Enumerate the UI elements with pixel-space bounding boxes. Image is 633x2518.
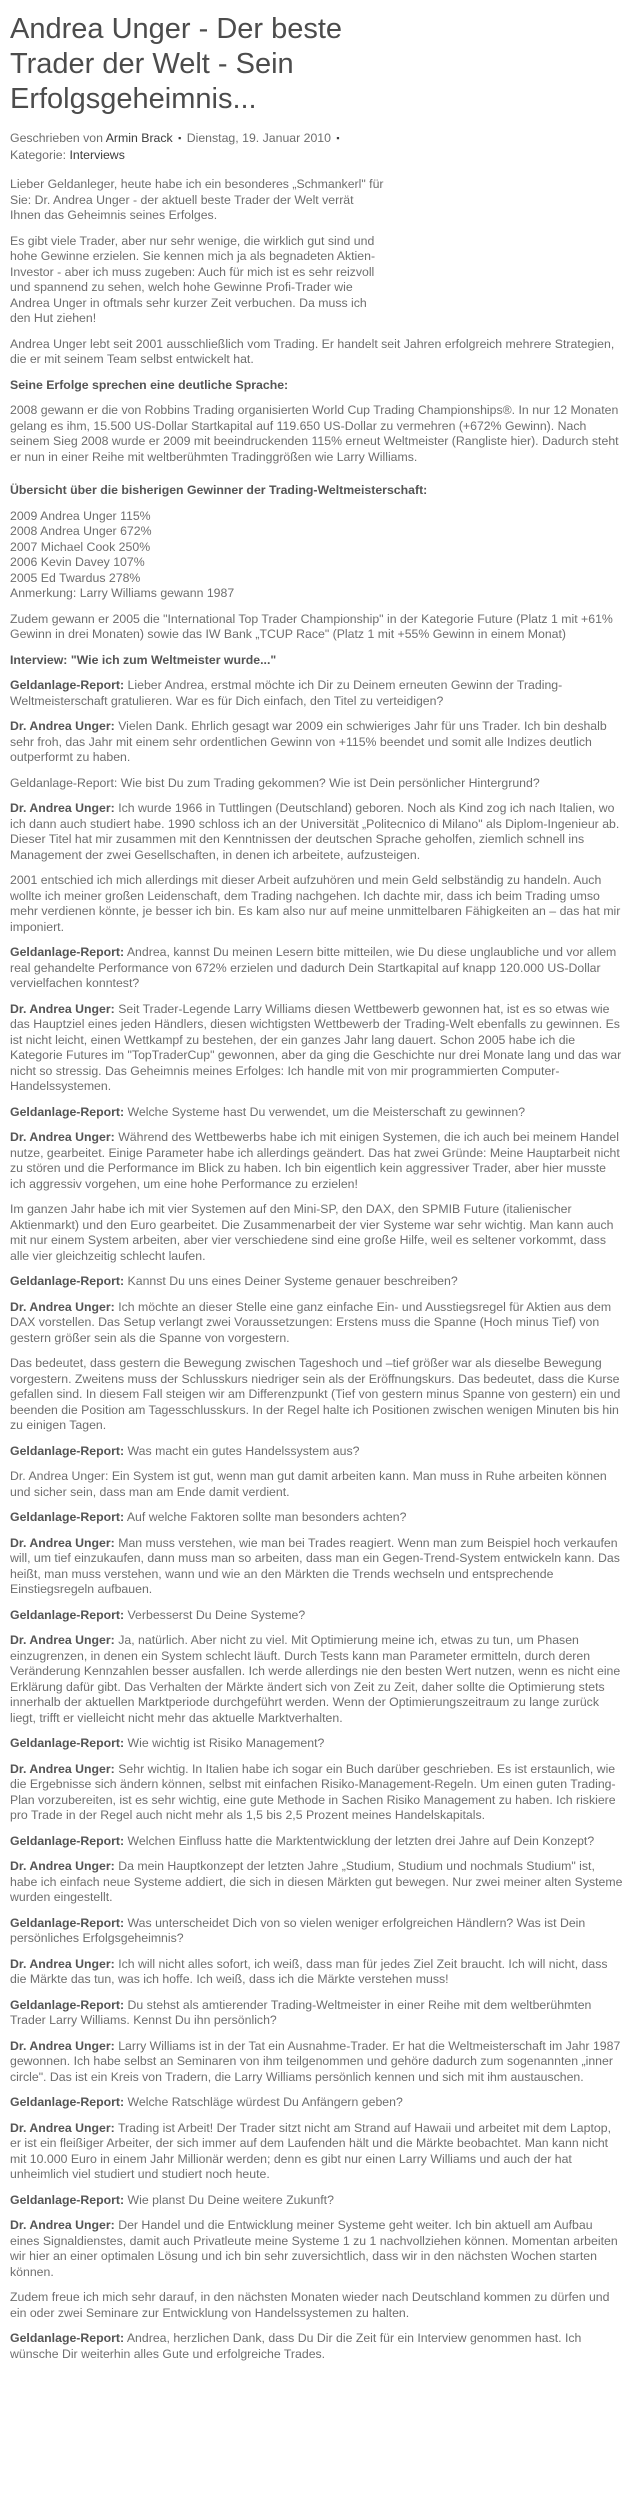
speaker-label: Dr. Andrea Unger: <box>10 2038 115 2053</box>
article-body <box>10 177 624 2362</box>
speaker-label: Geldanlage-Report: <box>10 945 125 959</box>
winner-list-line: 2007 Michael Cook 250% <box>10 539 151 554</box>
paragraph-text: Welche Ratschläge würdest Du Anfängern geben? <box>127 2095 403 2109</box>
paragraph: Das bedeutet, dass gestern die Bewegung zwischen Tageshoch und –tief größer war als dieselbe Bewegung vorgestern. Zweitens muss der Schlusskurs niedriger sein als der Eröffnungskurs. Das bedeutet, dass die Kurse gefallen sind. In diesem Fall steigen wir am Differenzpunkt (Tief von gestern minus Spanne von gestern) ein und beenden die Position am Tagesschlusskurs. In der Regel halte ich Positionen zwischen wenigen Minuten bis hin zu einigen Tagen. <box>10 1356 621 1432</box>
paragraph <box>10 1300 624 1347</box>
paragraph: Zudem gewann er 2005 die "International Top Trader Championship" in der Kategorie Future (Platz 1 mit +61% Gewinn in drei Monaten) sowie das IW Bank „TCUP Race" (Platz 1 mit +55% Gewinn in einem Monat) <box>10 611 613 641</box>
paragraph <box>10 719 624 766</box>
paragraph <box>10 2218 624 2280</box>
paragraph-text: Was unterscheidet Dich von so vielen weniger erfolgreichen Händlern? Was ist Dein persönliches Erfolgsgeheimnis? <box>10 1915 586 1945</box>
paragraph <box>10 1736 624 1752</box>
bullet-separator-icon: ▪ <box>336 133 340 143</box>
speaker-label: Dr. Andrea Unger: <box>10 1001 115 1016</box>
speaker-label: Geldanlage-Report: <box>10 1607 125 1622</box>
paragraph <box>10 1998 624 2029</box>
paragraph-text: Andrea, kannst Du meinen Lesern bitte mitteilen, wie Du diese unglaubliche und vor allem real gehandelte Performance von 672% erzielen und dadurch Dein Startkapital auf knapp 120.000 US-Dollar vervielfachen konntest? <box>10 945 617 990</box>
paragraph <box>10 1957 624 1988</box>
blog-article <box>10 12 624 2362</box>
speaker-label: Dr. Andrea Unger: <box>10 1130 115 1144</box>
paragraph-text: Lieber Andrea, erstmal möchte ich Dir zu Deinem erneuten Gewinn der Trading-Weltmeisterschaft gratulieren. War es für Dich einfach, den Titel zu verteidigen? <box>10 678 563 708</box>
paragraph-text: Man muss verstehen, wie man bei Trades reagiert. Wenn man zum Beispiel hoch verkaufen will, um tief einzukaufen, dann muss man so arbeiten, dass man ein Gegen-Trend-System entwickeln kann. Das heißt, man muss verstehen, wann und wie an den Märkten die Trends wechseln und entsprechende Einstiegsregeln aufbauen. <box>10 1535 620 1596</box>
paragraph: 2008 gewann er die von Robbins Trading organisierten World Cup Trading Championships®. In nur 12 Monaten gelang es ihm, 15.500 US-Dollar Startkapital auf 119.650 US-Dollar zu vermehren (+672% Gewinn). Nach seinem Sieg 2008 wurde er 2009 mit beeindruckenden 115% erneut Weltmeister (Rangliste hier). Dadurch steht er nun in einer Reihe mit weltberühmten Tradinggrößen wie Larry Williams. <box>10 403 619 464</box>
paragraph <box>10 1105 624 1121</box>
paragraph <box>10 2193 624 2209</box>
paragraph-text: Kannst Du uns eines Deiner Systeme genauer beschreiben? <box>127 1274 458 1288</box>
speaker-label: Dr. Andrea Unger: <box>10 801 115 815</box>
paragraph-text: Du stehst als amtierender Trading-Weltmeister in einer Reihe mit dem weltberühmten Trader Larry Williams. Kennst Du ihn persönlich? <box>10 1997 592 2027</box>
winner-list-line: 2006 Kevin Davey 107% <box>10 555 145 569</box>
author-link[interactable]: Armin Brack <box>105 131 173 145</box>
paragraph-text: Wie planst Du Deine weitere Zukunft? <box>127 2192 334 2207</box>
winner-list-line: 2009 Andrea Unger 115% <box>10 508 151 523</box>
paragraph-text: Ich will nicht alles sofort, ich weiß, dass man für jedes Ziel Zeit braucht. Ich will nicht, dass die Märkte das tun, was ich hoffe. Ich weiß, dass ich die Märkte verstehen muss! <box>10 1956 608 1986</box>
paragraph: Andrea Unger lebt seit 2001 ausschließlich vom Trading. Er handelt seit Jahren erfolgreich mehrere Strategien, die er mit seinem Team selbst entwickelt hat. <box>10 336 615 366</box>
paragraph <box>10 1608 624 1624</box>
section-heading: Übersicht über die bisherigen Gewinner der Trading-Weltmeisterschaft: <box>10 483 428 497</box>
paragraph <box>10 1002 624 1095</box>
speaker-label: Geldanlage-Report: <box>10 2095 125 2109</box>
paragraph <box>10 1859 624 1906</box>
speaker-label: Geldanlage-Report: <box>10 1833 125 1848</box>
winner-list-line: 2005 Ed Twardus 278% <box>10 570 141 585</box>
paragraph-text: Seit Trader-Legende Larry Williams diesen Wettbewerb gewonnen hat, ist es so etwas wie das Hauptziel eines jeden Händlers, diesen wichtigsten Wettbewerb der Trading-Welt ebenfalls zu gewinnen. Es ist nicht leicht, einen Wettkampf zu bestehen, der ein ganzes Jahr lang dauert. Schon 2005 habe ich die Kategorie Futures im "TopTraderCup" gewonnen, aber da ging die Geschichte nur drei Monate lang und das war nicht so stressig. Das Geheimnis meines Erfolges: Ich handle mit von mir programmierten Computer-Handelssystemen. <box>10 1001 622 1093</box>
speaker-label: Dr. Andrea Unger: <box>10 719 115 733</box>
paragraph <box>10 801 624 863</box>
paragraph-text: Der Handel und die Entwicklung meiner Systeme geht weiter. Ich bin aktuell am Aufbau eines Signaldienstes, damit auch Privatleute meine Systeme 1 zu 1 nachvollziehen können. Momentan arbeiten wir hier an einer optimalen Lösung und ich bin sehr zuversichtlich, dass wir in den nächsten Wochen starten können. <box>10 2218 618 2279</box>
speaker-label: Dr. Andrea Unger: <box>10 1633 115 1647</box>
paragraph-text: Larry Williams ist in der Tat ein Ausnahme-Trader. Er hat die Weltmeisterschaft im Jahr 1987 gewonnen. Ich habe selbst an Seminaren von ihm teilgenommen und gehöre dadurch zum sogenannten „inner circle". Das ist ein Kreis von Tradern, die Larry Williams persönlich kennen und sich mit ihm austauschen. <box>10 2038 621 2084</box>
speaker-label: Dr. Andrea Unger: <box>10 2218 115 2232</box>
paragraph <box>10 1130 624 1192</box>
paragraph <box>10 1834 624 1850</box>
paragraph <box>10 2121 624 2183</box>
paragraph-text: Sehr wichtig. In Italien habe ich sogar ein Buch darüber geschrieben. Es ist erstaunlich, wie die Ergebnisse sich ändern können, selbst mit einfachen Risiko-Management-Regeln. Um einen guten Trading-Plan vorzubereiten, ist es sehr wichtig, eine gute Methode in Sachen Risiko Management zu haben. Ich riskiere pro Trade in der Regel auch nicht mehr als 1,5 bis 2,5 Prozent meines Handelskapitals. <box>10 1761 616 1822</box>
speaker-label: Dr. Andrea Unger: <box>10 1859 115 1873</box>
speaker-label: Dr. Andrea Unger: <box>10 1956 115 1971</box>
byline-prefix: Geschrieben von <box>10 131 103 145</box>
speaker-label: Geldanlage-Report: <box>10 1915 125 1930</box>
paragraph-text: Auf welche Faktoren sollte man besonders achten? <box>126 1510 407 1524</box>
paragraph <box>10 2095 624 2111</box>
section-heading: Interview: "Wie ich zum Weltmeister wurde..." <box>10 652 277 667</box>
paragraph <box>10 1916 624 1947</box>
speaker-label: Geldanlage-Report: <box>10 1510 125 1524</box>
photo-placeholder <box>386 12 624 304</box>
speaker-label: Geldanlage-Report: <box>10 2331 125 2345</box>
paragraph-text: Ja, natürlich. Aber nicht zu viel. Mit Optimierung meine ich, etwas zu tun, um Phasen einzugrenzen, in denen ein System schlecht läuft. Durch Tests kann man Parameter ermitteln, durch deren Veränderung Kennzahlen besser ausfallen. Ich werde allerdings nie den besten Wert nutzen, wenn es nicht eine Erklärung dafür gibt. Das Verhalten der Märkte ändert sich von Zeit zu Zeit, daher sollte die Optimierung stets innerhalb der aktuellen Marktperiode durchgeführt werden. Wenn der Optimierungszeitraum zu lange zurück liegt, trifft er vielleicht nicht mehr das aktuelle Marktverhalten. <box>10 1633 621 1725</box>
speaker-label: Dr. Andrea Unger: <box>10 1761 115 1776</box>
paragraph-text: Was macht ein gutes Handelssystem aus? <box>127 1443 360 1458</box>
paragraph: Dr. Andrea Unger: Ein System ist gut, wenn man gut damit arbeiten kann. Man muss in Ruhe arbeiten können und sicher sein, dass man am Ende damit verdient. <box>10 1469 607 1499</box>
paragraph-text: Ich wurde 1966 in Tuttlingen (Deutschland) geboren. Noch als Kind zog ich nach Italien, wo ich dann auch studiert habe. 1990 schloss ich an der Universität „Politecnico di Milano" als Diplom-Ingenieur ab. Dieser Titel hat mir zusammen mit den Kenntnissen der deutschen Sprache geholfen, ziemlich schnell ins Management der zwei Gesellschaften, in denen ich arbeitete, aufzusteigen. <box>10 801 620 862</box>
paragraph: 2001 entschied ich mich allerdings mit dieser Arbeit aufzuhören und mein Geld selbständig zu handeln. Auch wollte ich meiner großen Leidenschaft, dem Trading nachgehen. Ich dachte mir, dass ich beim Trading umso mehr verdienen könnte, je besser ich bin. Es kam also nur auf meine unmittelbaren Fähigkeiten an – das hat mir imponiert. <box>10 873 621 934</box>
speaker-label: Dr. Andrea Unger: <box>10 2120 115 2135</box>
bullet-separator-icon: ▪ <box>178 133 182 143</box>
speaker-label: Dr. Andrea Unger: <box>10 1299 115 1314</box>
paragraph: Zudem freue ich mich sehr darauf, in den nächsten Monaten wieder nach Deutschland kommen zu dürfen und ein oder zwei Seminare zur Entwicklung von Handelssystemen zu halten. <box>10 2290 610 2320</box>
paragraph-text: Andrea, herzlichen Dank, dass Du Dir die Zeit für ein Interview genommen hast. Ich wünsche Dir weiterhin alles Gute und erfolgreiche Trades. <box>10 2331 582 2361</box>
paragraph-text: Welche Systeme hast Du verwendet, um die Meisterschaft zu gewinnen? <box>127 1104 526 1119</box>
paragraph: Lieber Geldanleger, heute habe ich ein besonderes „Schmankerl" für Sie: Dr. Andrea Unger - der aktuell beste Trader der Welt verrät Ihnen das Geheimnis seines Erfolges. <box>10 177 384 222</box>
category-link[interactable]: Interviews <box>69 147 125 162</box>
byline-date: Dienstag, 19. Januar 2010 <box>186 131 331 145</box>
winner-list <box>10 509 624 602</box>
paragraph-text: Ich möchte an dieser Stelle eine ganz einfache Ein- und Ausstiegsregel für Aktien aus dem DAX vorstellen. Das Setup verlangt zwei Voraussetzungen: Erstens muss die Spanne (Hoch minus Tief) von gestern größer sein als die Spanne von vorgestern. <box>10 1299 612 1345</box>
paragraph-text: Welchen Einfluss hatte die Marktentwicklung der letzten drei Jahre auf Dein Konzept? <box>127 1833 595 1848</box>
paragraph-text: Während des Wettbewerbs habe ich mit einigen Systemen, die ich auch bei meinem Handel nutze, gearbeitet. Einige Parameter habe ich allerdings geändert. Das hat zwei Gründe: Meine Hauptarbeit nicht zu stören und die Performance im Blick zu haben. Ich bin eigentlich kein aggressiver Trader, aber hier musste ich aggressiv vorgehen, um eine hohe Performance zu erzielen! <box>10 1130 620 1191</box>
paragraph-text: Wie wichtig ist Risiko Management? <box>127 1736 325 1750</box>
paragraph <box>10 1274 624 1290</box>
paragraph <box>10 1444 624 1460</box>
paragraph-text: Verbesserst Du Deine Systeme? <box>127 1607 306 1622</box>
paragraph <box>10 1762 624 1824</box>
paragraph <box>10 2039 624 2086</box>
winner-list-line: Anmerkung: Larry Williams gewann 1987 <box>10 586 235 600</box>
page-title: Andrea Unger - Der beste Trader der Welt - Sein Erfolgsgeheimnis... <box>10 13 343 115</box>
speaker-label: Geldanlage-Report: <box>10 1274 125 1288</box>
speaker-label: Geldanlage-Report: <box>10 2192 125 2207</box>
speaker-label: Geldanlage-Report: <box>10 1104 125 1119</box>
paragraph: Geldanlage-Report: Wie bist Du zum Trading gekommen? Wie ist Dein persönlicher Hintergrund? <box>10 775 540 790</box>
paragraph: Im ganzen Jahr habe ich mit vier Systemen auf den Mini-SP, den DAX, den SPMIB Future (italienischer Aktienmarkt) und den Euro gearbeitet. Die Zusammenarbeit der vier Systeme war sehr wichtig. Man kann auch mit nur einem System arbeiten, aber vier verschiedene sind eine große Hilfe, weil es seltener vorkommt, dass alle vier gleichzeitig schlecht laufen. <box>10 1202 614 1263</box>
paragraph <box>10 1536 624 1598</box>
speaker-label: Geldanlage-Report: <box>10 1997 125 2012</box>
paragraph-text: Trading ist Arbeit! Der Trader sitzt nicht am Strand auf Hawaii und arbeitet mit dem Laptop, er ist ein fleißiger Arbeiter, der sich immer auf dem Laufenden hält und die Märkte beobachtet. Man kann nicht mit 10.000 Euro in einem Jahr Millionär werden; denn es gibt nur einen Larry Williams und auch der hat unheimlich viel studiert und studiert noch heute. <box>10 2120 612 2181</box>
paragraph <box>10 945 624 992</box>
paragraph <box>10 2331 624 2362</box>
paragraph <box>10 1510 624 1526</box>
paragraph <box>10 1633 624 1726</box>
speaker-label: Geldanlage-Report: <box>10 678 125 692</box>
paragraph-text: Da mein Hauptkonzept der letzten Jahre „Studium, Studium und nochmals Studium" ist, habe ich einfach neue Systeme addiert, die sich in diesen Märkten gut bewegen. Nur zwei meiner alten Systeme wurden eingestellt. <box>10 1859 623 1904</box>
winner-list-line: 2008 Andrea Unger 672% <box>10 524 152 538</box>
speaker-label: Dr. Andrea Unger: <box>10 1535 115 1550</box>
paragraph: Es gibt viele Trader, aber nur sehr wenige, die wirklich gut sind und hohe Gewinne erzielen. Sie kennen mich ja als begnadeten Aktien-Investor - aber ich muss zugeben: Auch für mich ist es sehr reizvoll und spannend zu sehen, welch hohe Gewinne Profi-Trader wie Andrea Unger in oftmals sehr kurzer Zeit verbuchen. Da muss ich den Hut ziehen! <box>10 233 376 325</box>
speaker-label: Geldanlage-Report: <box>10 1736 125 1750</box>
speaker-label: Geldanlage-Report: <box>10 1443 125 1458</box>
section-heading: Seine Erfolge sprechen eine deutliche Sprache: <box>10 377 289 392</box>
paragraph <box>10 678 624 709</box>
byline-category-label: Kategorie: <box>10 147 67 162</box>
paragraph-text: Vielen Dank. Ehrlich gesagt war 2009 ein schwieriges Jahr für uns Trader. Ich bin deshalb sehr froh, das Jahr mit einem sehr ordentlichen Gewinn von +115% beendet und somit alle Indizes deutlich outperformt zu haben. <box>10 719 607 764</box>
